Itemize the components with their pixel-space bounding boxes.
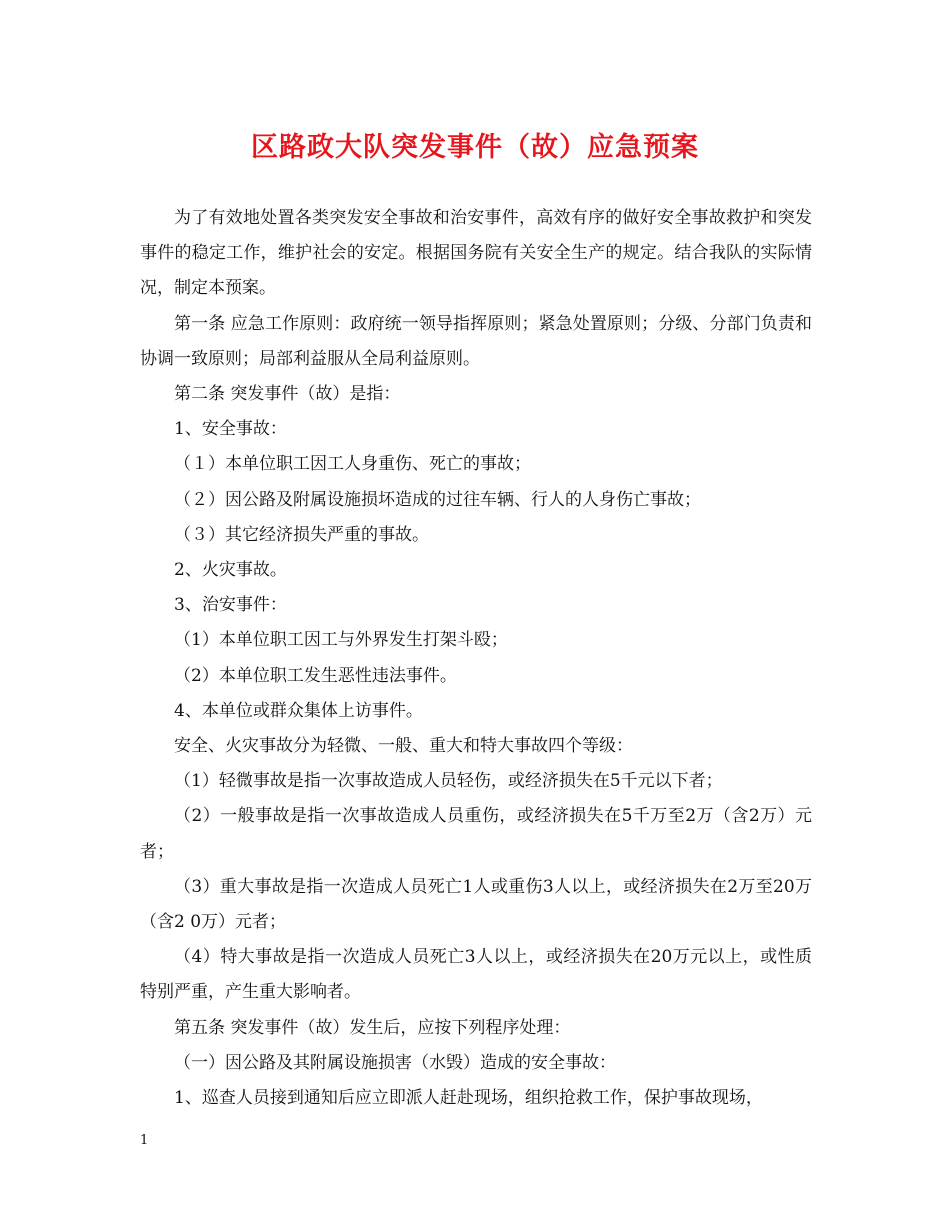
paragraph-article-2: 第二条 突发事件（故）是指： [174, 384, 401, 405]
paragraph-level-general: （2）一般事故是指一次事故造成人员重伤，或经济损失在5千万至2万（含2万）元者； [140, 806, 812, 862]
paragraph-security-events: 3、治安事件： [174, 595, 287, 616]
paragraph-safety-accident: 1、安全事故： [174, 419, 287, 440]
document-body [140, 201, 812, 1116]
paragraph-petition-event: 4、本单位或群众集体上访事件。 [174, 700, 423, 721]
paragraph-safety-item-2: （２）因公路及附属设施损坏造成的过往车辆、行人的人身伤亡事故； [174, 489, 701, 510]
paragraph-intro: 为了有效地处置各类突发安全事故和治安事件，高效有序的做好安全事故救护和突发事件的稳定工作，维护社会的安定。根据国务院有关安全生产的规定。结合我队的实际情况，制定本预案。 [140, 208, 812, 299]
paragraph-accident-levels: 安全、火灾事故分为轻微、一般、重大和特大事故四个等级： [174, 736, 633, 757]
paragraph-level-extreme: （4）特大事故是指一次造成人员死亡3人以上，或经济损失在20万元以上，或性质特别严重，产生重大影响者。 [140, 947, 812, 1003]
paragraph-level-major: （3）重大事故是指一次造成人员死亡1人或重伤3人以上，或经济损失在2万至20万（含2 0万）元者； [140, 876, 812, 933]
document-title: 区路政大队突发事件（故）应急预案 [251, 132, 699, 163]
paragraph-level-minor: （1）轻微事故是指一次事故造成人员轻伤，或经济损失在5千元以下者； [174, 771, 723, 792]
paragraph-article-5: 第五条 突发事件（故）发生后，应按下列程序处理： [174, 1017, 571, 1038]
paragraph-safety-item-1: （１）本单位职工因工人身重伤、死亡的事故； [174, 454, 531, 475]
paragraph-security-item-1: （1）本单位职工因工与外界发生打架斗殴； [174, 630, 508, 651]
paragraph-procedure-step-1: 1、巡查人员接到通知后应立即派人赶赴现场，组织抢救工作，保护事故现场， [174, 1088, 763, 1109]
paragraph-procedure-1: （一）因公路及其附属设施损害（水毁）造成的安全事故： [174, 1052, 616, 1073]
page-number: 1 [140, 1133, 149, 1148]
paragraph-safety-item-3: （３）其它经济损失严重的事故。 [174, 524, 429, 545]
paragraph-article-1: 第一条 应急工作原则：政府统一领导指挥原则；紧急处置原则；分级、分部门负责和协调一致原则；局部利益服从全局利益原则。 [140, 313, 812, 369]
paragraph-security-item-2: （2）本单位职工发生恶性违法事件。 [174, 665, 457, 686]
paragraph-fire-accident: 2、火灾事故。 [174, 560, 287, 581]
